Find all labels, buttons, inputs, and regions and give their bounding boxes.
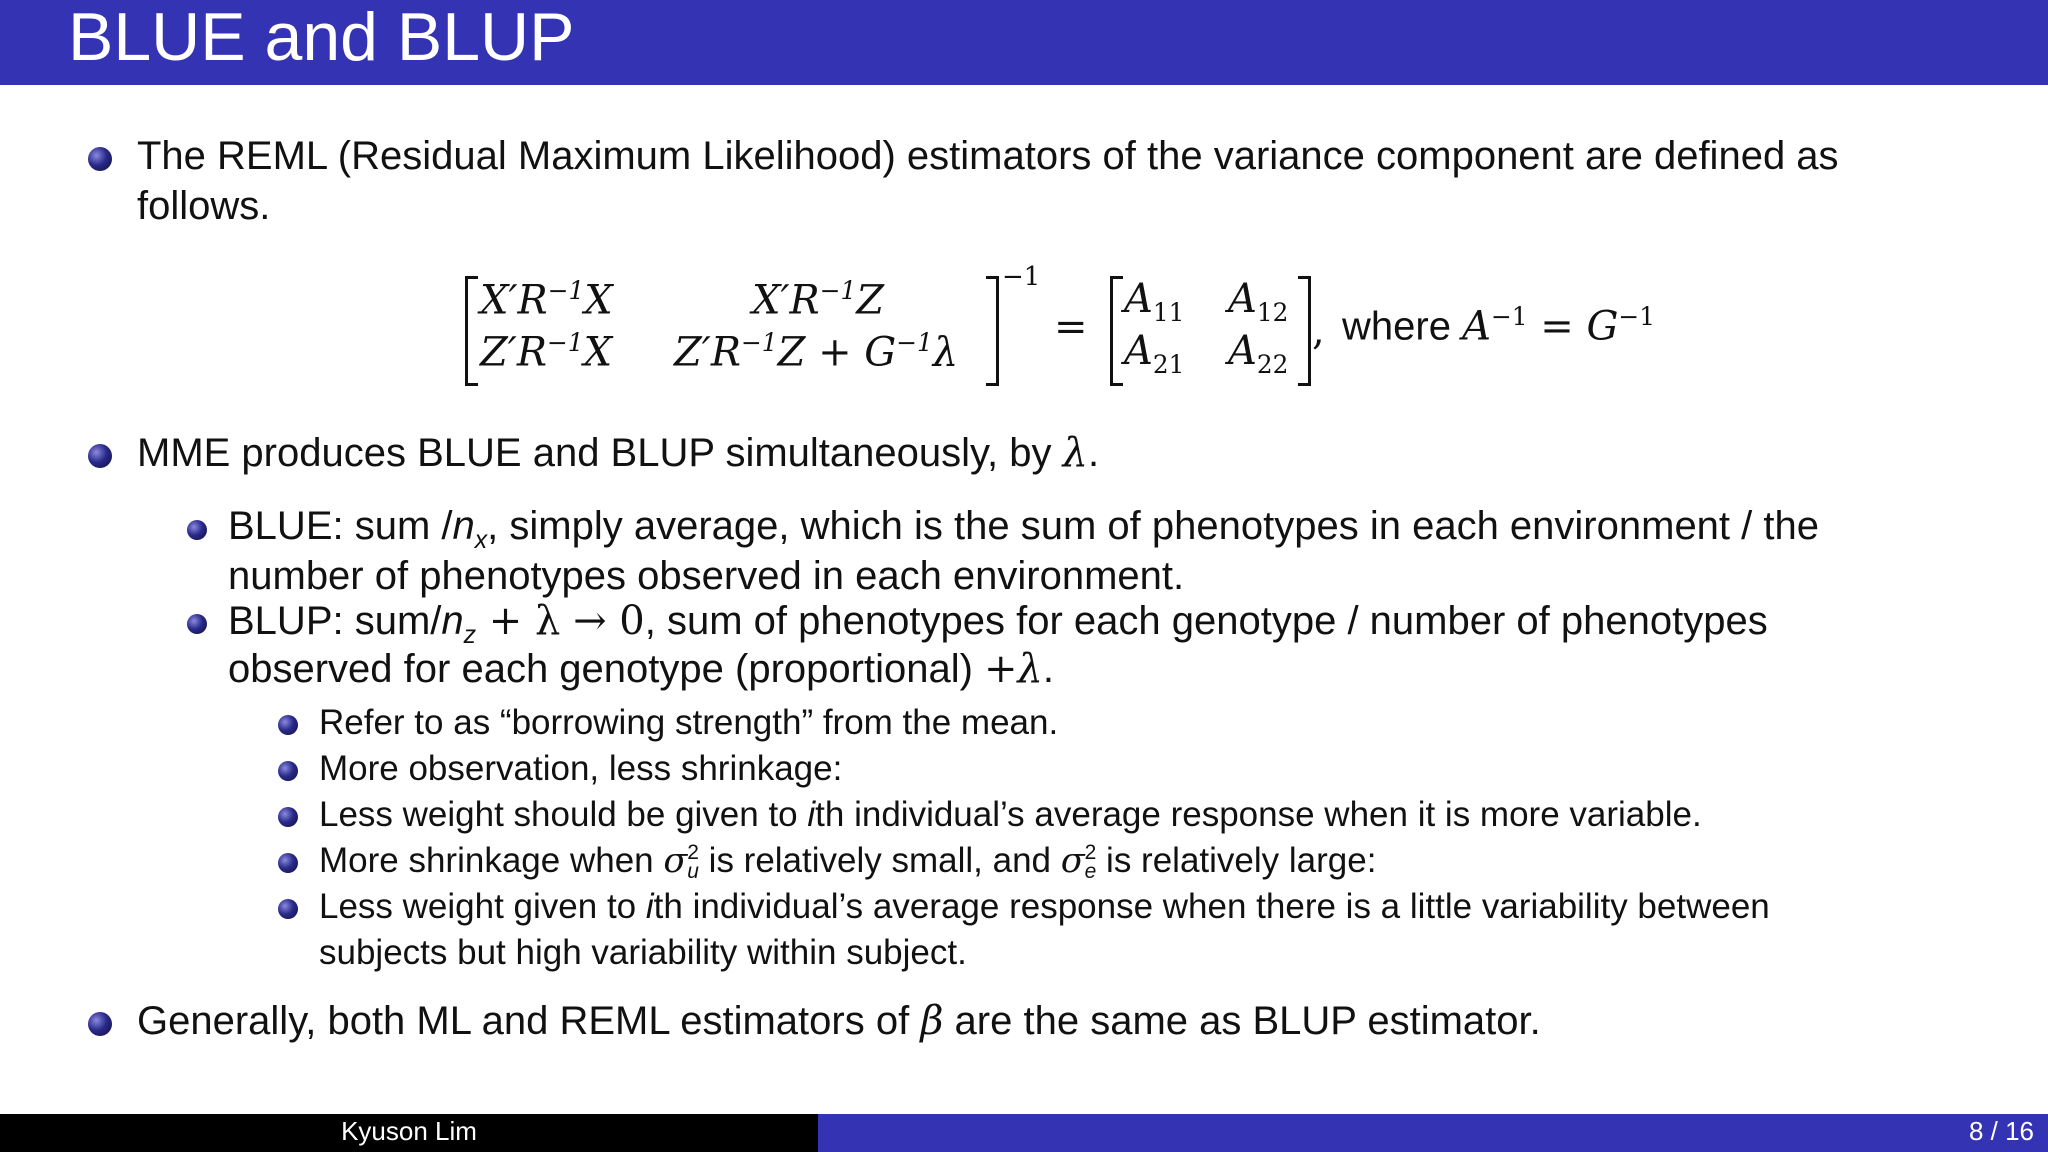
footer-left-panel — [0, 1114, 818, 1152]
sub-bullet-text-cont: observed for each genotype (proportional) +λ. — [228, 646, 1055, 692]
subsub-bullet-icon — [278, 715, 298, 735]
footer-right-panel — [818, 1114, 2048, 1152]
matrix-cell-11: $X'R^{-1}X$ — [480, 276, 613, 324]
bullet-icon — [88, 444, 112, 468]
bullet-text-cont: follows. — [137, 184, 271, 228]
subsub-bullet-icon — [278, 899, 298, 919]
bracket-left-a — [1110, 276, 1123, 386]
equals-sign: = — [1054, 304, 1088, 350]
subsub-bullet-text: More observation, less shrinkage: — [319, 749, 843, 788]
subsub-bullet-text: More shrinkage when σ 2 u is relatively small, and σ 2 e is relatively large: — [319, 840, 1377, 883]
a-cell-12: $A_{12}$ — [1228, 276, 1289, 327]
subsub-bullet-icon — [278, 853, 298, 873]
sub-bullet-text: BLUP: sum/$n_z + \lambda \to 0$, sum of phenotypes for each genotype / number of phenotypes — [228, 598, 1768, 649]
bullet-icon — [88, 147, 112, 171]
sub-bullet-icon — [187, 520, 207, 540]
subsub-bullet-text-cont: subjects but high variability within subject. — [319, 933, 967, 972]
equation-comma: , — [1312, 308, 1325, 354]
matrix-cell-12: $X'R^{-1}Z$ — [752, 276, 885, 324]
matrix-cell-21: $Z'R^{-1}X$ — [480, 328, 613, 376]
sub-bullet-text-cont: number of phenotypes observed in each environment. — [228, 554, 1185, 598]
bullet-text: The REML (Residual Maximum Likelihood) estimators of the variance component are defined as — [137, 134, 1839, 178]
sub-bullet-text: BLUE: sum $/n_x$, simply average, which is the sum of phenotypes in each environment / the — [228, 504, 1819, 554]
slide-title: BLUE and BLUP — [68, 0, 575, 75]
a-cell-22: $A_{22}$ — [1228, 328, 1289, 379]
bullet-text: MME produces BLUE and BLUP simultaneously, by λ. — [137, 430, 1100, 476]
footer-bar — [0, 1114, 2048, 1152]
bullet-text: Generally, both ML and REML estimators of β are the same as BLUP estimator. — [137, 998, 1541, 1044]
matrix-equation — [460, 262, 1700, 388]
bullet-icon — [88, 1012, 112, 1036]
matrix-cell-22: $Z'R^{-1}Z + G^{-1}\lambda$ — [674, 328, 959, 376]
a-cell-21: $A_{21}$ — [1124, 328, 1185, 379]
subsub-bullet-icon — [278, 807, 298, 827]
subsub-bullet-text: Less weight given to ith individual’s average response when there is a little variability between — [319, 887, 1770, 926]
a-cell-11: $A_{11}$ — [1124, 276, 1185, 327]
footer-author: Kyuson Lim — [341, 1116, 477, 1146]
inverse-exponent: −1 — [1002, 262, 1041, 292]
subsub-bullet-text: Refer to as “borrowing strength” from the mean. — [319, 703, 1059, 742]
bracket-right-a — [1298, 276, 1311, 386]
bracket-right — [986, 276, 999, 386]
subsub-bullet-text: Less weight should be given to ith individual’s average response when it is more variable. — [319, 795, 1702, 834]
where-clause: where $A^{-1} = G^{-1}$ — [1342, 302, 1655, 350]
sub-bullet-icon — [187, 614, 207, 634]
title-bar — [0, 0, 2048, 85]
footer-page-number: 8 / 16 — [1968, 1116, 2034, 1146]
subsub-bullet-icon — [278, 761, 298, 781]
bracket-left — [465, 276, 478, 386]
